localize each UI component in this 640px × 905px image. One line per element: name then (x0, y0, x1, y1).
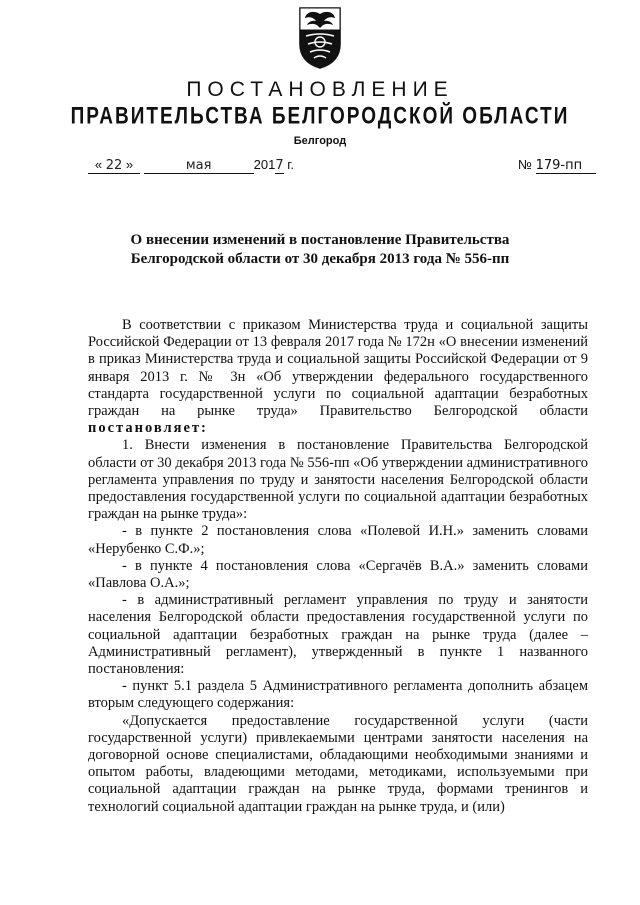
coat-of-arms-emblem (296, 6, 344, 70)
body-paragraph-6: - пункт 5.1 раздела 5 Административного регламента дополнить абзацем вторым следующего содержания: (88, 678, 588, 712)
date-year-unit: г. (287, 157, 295, 172)
date-year-suffix: 7 (275, 158, 284, 173)
body-paragraph-4: - в пункте 4 постановления слова «Сергачёв В.А.» заменить словами «Павлова О.А.»; (88, 557, 588, 592)
date-month: мая (185, 158, 212, 173)
city-name: Белгород (293, 135, 347, 147)
subject-line-1: О внесении изменений в постановление Правительства (130, 232, 510, 248)
body-paragraph-5: - в административный регламент управления по труду и занятости населения Белгородской области предоставления государственной услуги по социальной адаптации безработных граждан на рынке труда (далее – Административный регламент), утвержденный в пункте 1 названного постановления: (88, 592, 588, 678)
subject-line-2: Белгородской области от 30 декабря 2013 года № 556-пп (130, 251, 510, 267)
document-subject (0, 231, 640, 269)
document-body (88, 317, 588, 816)
date-day-field (88, 157, 140, 174)
resolves-keyword: постановляет: (88, 420, 208, 437)
date-day: 22 (105, 158, 123, 173)
body-paragraph-1 (88, 317, 588, 437)
document-date (88, 157, 294, 174)
body-paragraph-3: - в пункте 2 постановления слова «Полевой И.Н.» заменить словами «Нерубенко С.Ф.»; (88, 523, 588, 557)
date-month-field (144, 157, 254, 174)
document-number (518, 157, 596, 174)
issuing-authority: ПРАВИТЕЛЬСТВА БЕЛГОРОДСКОЙ ОБЛАСТИ (70, 103, 570, 130)
document-type-title: ПОСТАНОВЛЕНИЕ (186, 78, 454, 101)
number-field (536, 157, 596, 174)
body-paragraph-1-text: В соответствии с приказом Министерства труда и социальной защиты Российской Федерации от 13 февраля 2017 года № 172н «О внесении изменений в приказ Министерства труда и социальной защиты Российской Федерации от 9 января 2013 г. № 3н «Об утверждении федерального государственного стандарта государственной услуги по социальной адаптации безработных граждан на рынке труда» Правительство Белгородской области (88, 317, 588, 420)
date-close-quote: » (125, 157, 134, 172)
date-year-prefix: 201 (253, 157, 276, 172)
body-paragraph-7: «Допускается предоставление государственной услуги (части государственной услуги) привлекаемыми центрами занятости населения на договорной основе специалистами, обладающими необходимыми знаниями и опытом работы, владеющими методами, методиками, используемыми при социальной адаптации граждан на рынке труда, формами тренингов и технологий социальной адаптации граждан на рынке труда, и (или) (88, 712, 588, 815)
date-open-quote: « (94, 157, 103, 172)
number-value: 179-пп (535, 158, 583, 173)
number-label: № (518, 157, 532, 172)
body-paragraph-2: 1. Внести изменения в постановление Правительства Белгородской области от 30 декабря 2013 года № 556-пп «Об утверждении административного регламента управления по труду и занятости населения Белгородской области предоставления государственной услуги по социальной адаптации безработных граждан на рынке труда»: (88, 437, 588, 523)
